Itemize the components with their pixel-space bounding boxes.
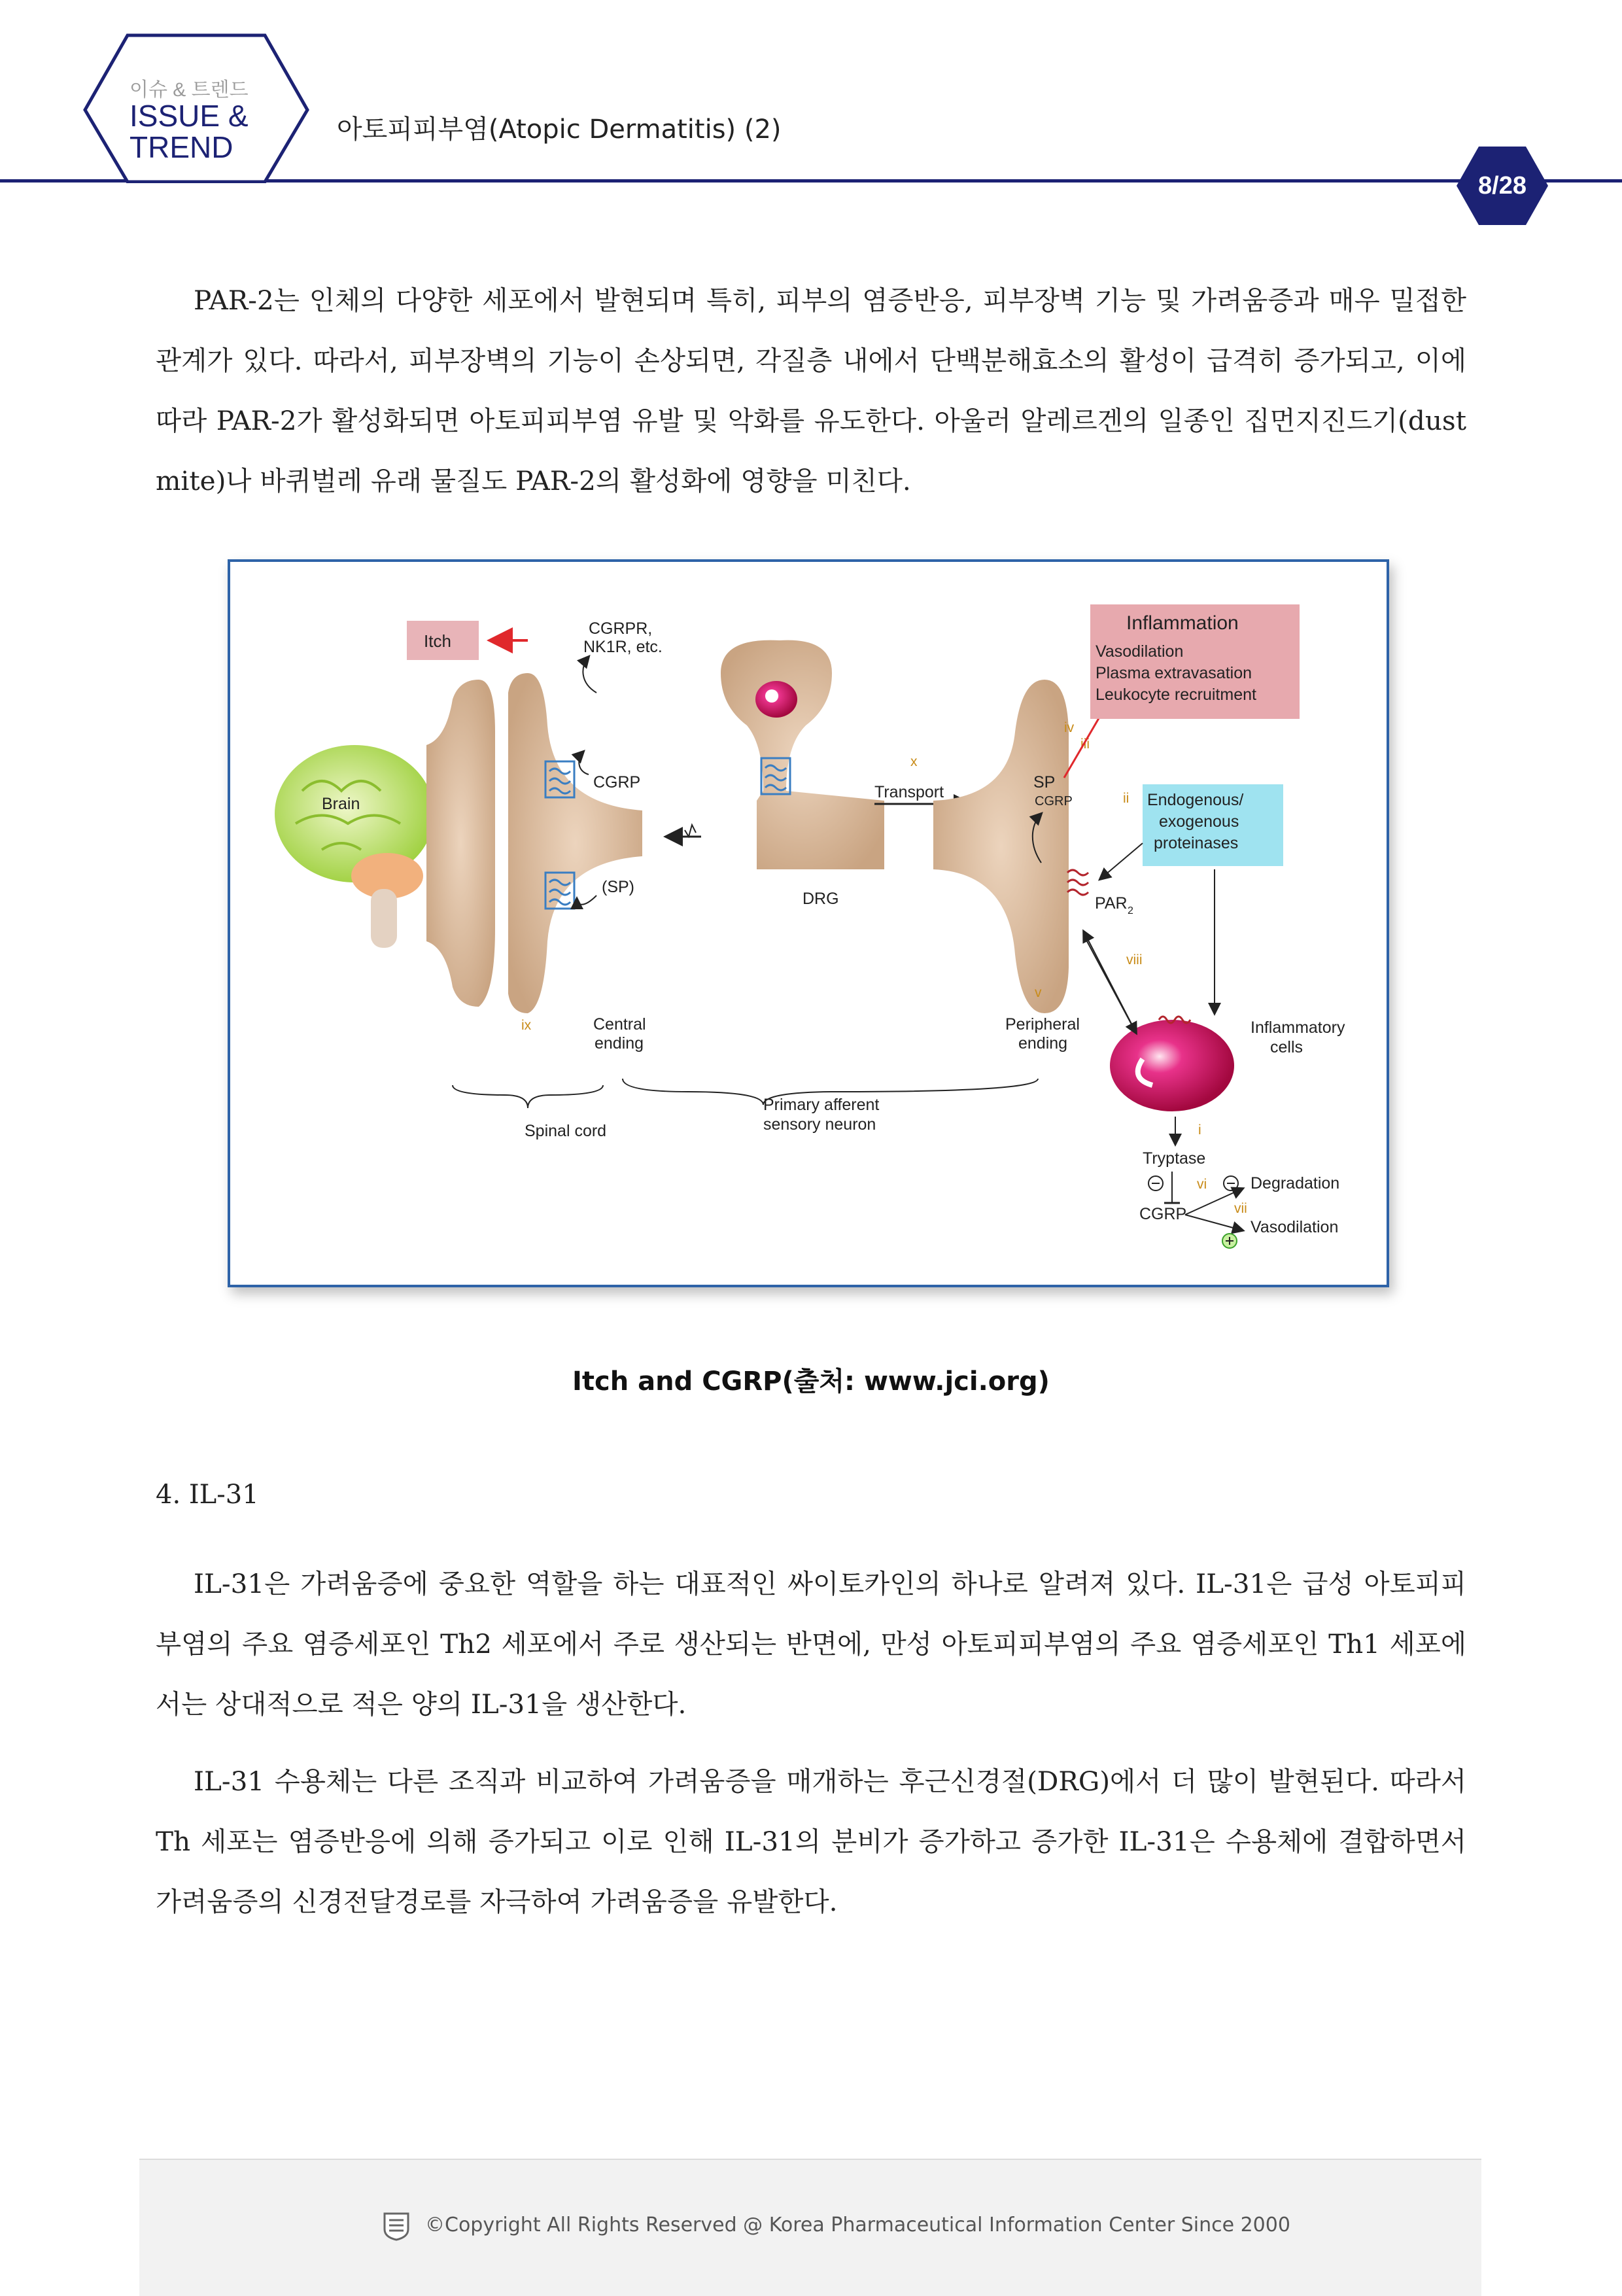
spinal-brace [453, 1085, 603, 1108]
exogenous-label: exogenous [1159, 812, 1239, 831]
spike-1 [685, 825, 696, 837]
page-number: 8/28 [1478, 172, 1527, 200]
paragraph-par2: PAR-2는 인체의 다양한 세포에서 발현되며 특히, 피부의 염증반응, 피부장벽 기능 및 가려움증과 매우 밀접한 관계가 있다. 따라서, 피부장벽의 기능이 손상되면, 각질층 내에서 단백분해효소의 활성이 급격히 증가되고, 이에 따라 PAR-2가 활성화되면 아토피피부염 유발 및 악화를 유도한다. 아울러 알레르겐의 일종인 집먼지진드기(dust mite)나 바퀴벌레 유래 물질도 PAR-2의 활성화에 영향을 미친다. [156, 285, 1466, 496]
drg-label: DRG [802, 890, 839, 908]
viii-numeral: viii [1126, 952, 1143, 967]
section-heading-il31: 4. IL-31 [156, 1480, 259, 1510]
kpic-logo-icon [382, 2211, 411, 2241]
badge-line1: ISSUE & [129, 99, 249, 133]
vasodilation2-label: Vasodilation [1251, 1218, 1339, 1236]
degradation-label: Degradation [1251, 1174, 1340, 1192]
inflammatory-cell [1110, 1020, 1234, 1111]
vasodilation-arrow [1185, 1215, 1243, 1230]
drg-neuron [721, 640, 884, 869]
sp-paren-label: (SP) [602, 878, 634, 896]
central-label-2: ending [595, 1034, 644, 1052]
brain-label: Brain [322, 795, 360, 813]
spinal-cord-label: Spinal cord [525, 1122, 607, 1140]
receptor-par2 [1067, 870, 1088, 895]
x-numeral: x [910, 754, 918, 769]
leukocyte-label: Leukocyte recruitment [1096, 686, 1256, 704]
peripheral-label-1: Peripheral [1005, 1015, 1080, 1034]
i-numeral: i [1198, 1122, 1201, 1138]
central-label-1: Central [593, 1015, 646, 1034]
vasodilation-label: Vasodilation [1096, 642, 1184, 661]
itch-cgrp-diagram [230, 562, 1387, 1285]
cgrp-label: CGRP [593, 773, 641, 791]
par2-subscript: 2 [1128, 905, 1133, 916]
peripheral-ending [933, 680, 1069, 1013]
ix-numeral: ix [521, 1018, 532, 1033]
vii-numeral: vii [1234, 1201, 1247, 1216]
spinal-neuron [426, 680, 495, 1007]
vi-numeral: vi [1197, 1177, 1207, 1192]
itch-label: Itch [424, 631, 451, 651]
transport-label: Transport [874, 783, 944, 801]
cgrp-bottom-label: CGRP [1139, 1205, 1187, 1223]
sp-release-arrow [577, 896, 596, 905]
brain-icon [275, 745, 434, 948]
paragraph-il31-1: IL-31은 가려움증에 중요한 역할을 하는 대표적인 싸이토카인의 하나로 알려져 있다. IL-31은 급성 아토피피부염의 주요 염증세포인 Th2 세포에서 주로 생산되는 반면에, 만성 아토피피부염의 주요 염증세포인 Th1 세포에서는 상대적으로 적은 양의 IL-31을 생산한다. [156, 1568, 1466, 1720]
proteinase-par2-arrow [1100, 843, 1143, 879]
figure-caption: Itch and CGRP(출처: www.jci.org) [572, 1366, 1050, 1397]
tryptase-label: Tryptase [1143, 1149, 1206, 1168]
peripheral-label-2: ending [1018, 1034, 1068, 1052]
proteinases-label: proteinases [1154, 834, 1239, 852]
inflammatory-cells-label-2: cells [1270, 1038, 1303, 1056]
central-ending [508, 673, 642, 1013]
cgrpr-label-2: NK1R, etc. [583, 638, 663, 656]
iv-numeral: iv [1064, 720, 1075, 735]
cgrp-small-label: CGRP [1035, 794, 1073, 809]
badge-line2: TREND [129, 130, 233, 164]
endogenous-label: Endogenous/ [1147, 791, 1244, 809]
document-title: 아토피피부염(Atopic Dermatitis) (2) [337, 114, 782, 145]
par2-label: PAR [1095, 894, 1128, 913]
inflammatory-cells-label-1: Inflammatory [1251, 1018, 1345, 1037]
primary-afferent-label: Primary afferent [763, 1096, 880, 1114]
iii-numeral: iii [1080, 737, 1090, 752]
cgrpr-label-1: CGRPR, [589, 619, 653, 638]
cgrp-release-arrow [579, 752, 589, 774]
sp-label: SP [1033, 773, 1056, 791]
badge-small-text: 이슈 & 트렌드 [129, 79, 249, 101]
v-numeral: v [1035, 985, 1042, 1000]
ii-numeral: ii [1123, 791, 1130, 806]
paragraph-il31-2: IL-31 수용체는 다른 조직과 비교하여 가려움증을 매개하는 후근신경절(DRG)에서 더 많이 발현된다. 따라서 Th 세포는 염증반응에 의해 증가되고 이로 인해 IL-31의 분비가 증가하고 증가한 IL-31은 수용체에 결합하면서 가려움증의 신경전달경로를 자극하여 가려움증을 유발한다. [156, 1765, 1466, 1917]
copyright-text: ©Copyright All Rights Reserved @ Korea Pharmaceutical Information Center Since 2000 [425, 2214, 1290, 2236]
inflammation-title: Inflammation [1126, 612, 1239, 634]
plasma-label: Plasma extravasation [1096, 664, 1252, 682]
cgrpr-arrow [583, 657, 596, 693]
sensory-neuron-label: sensory neuron [763, 1115, 876, 1134]
